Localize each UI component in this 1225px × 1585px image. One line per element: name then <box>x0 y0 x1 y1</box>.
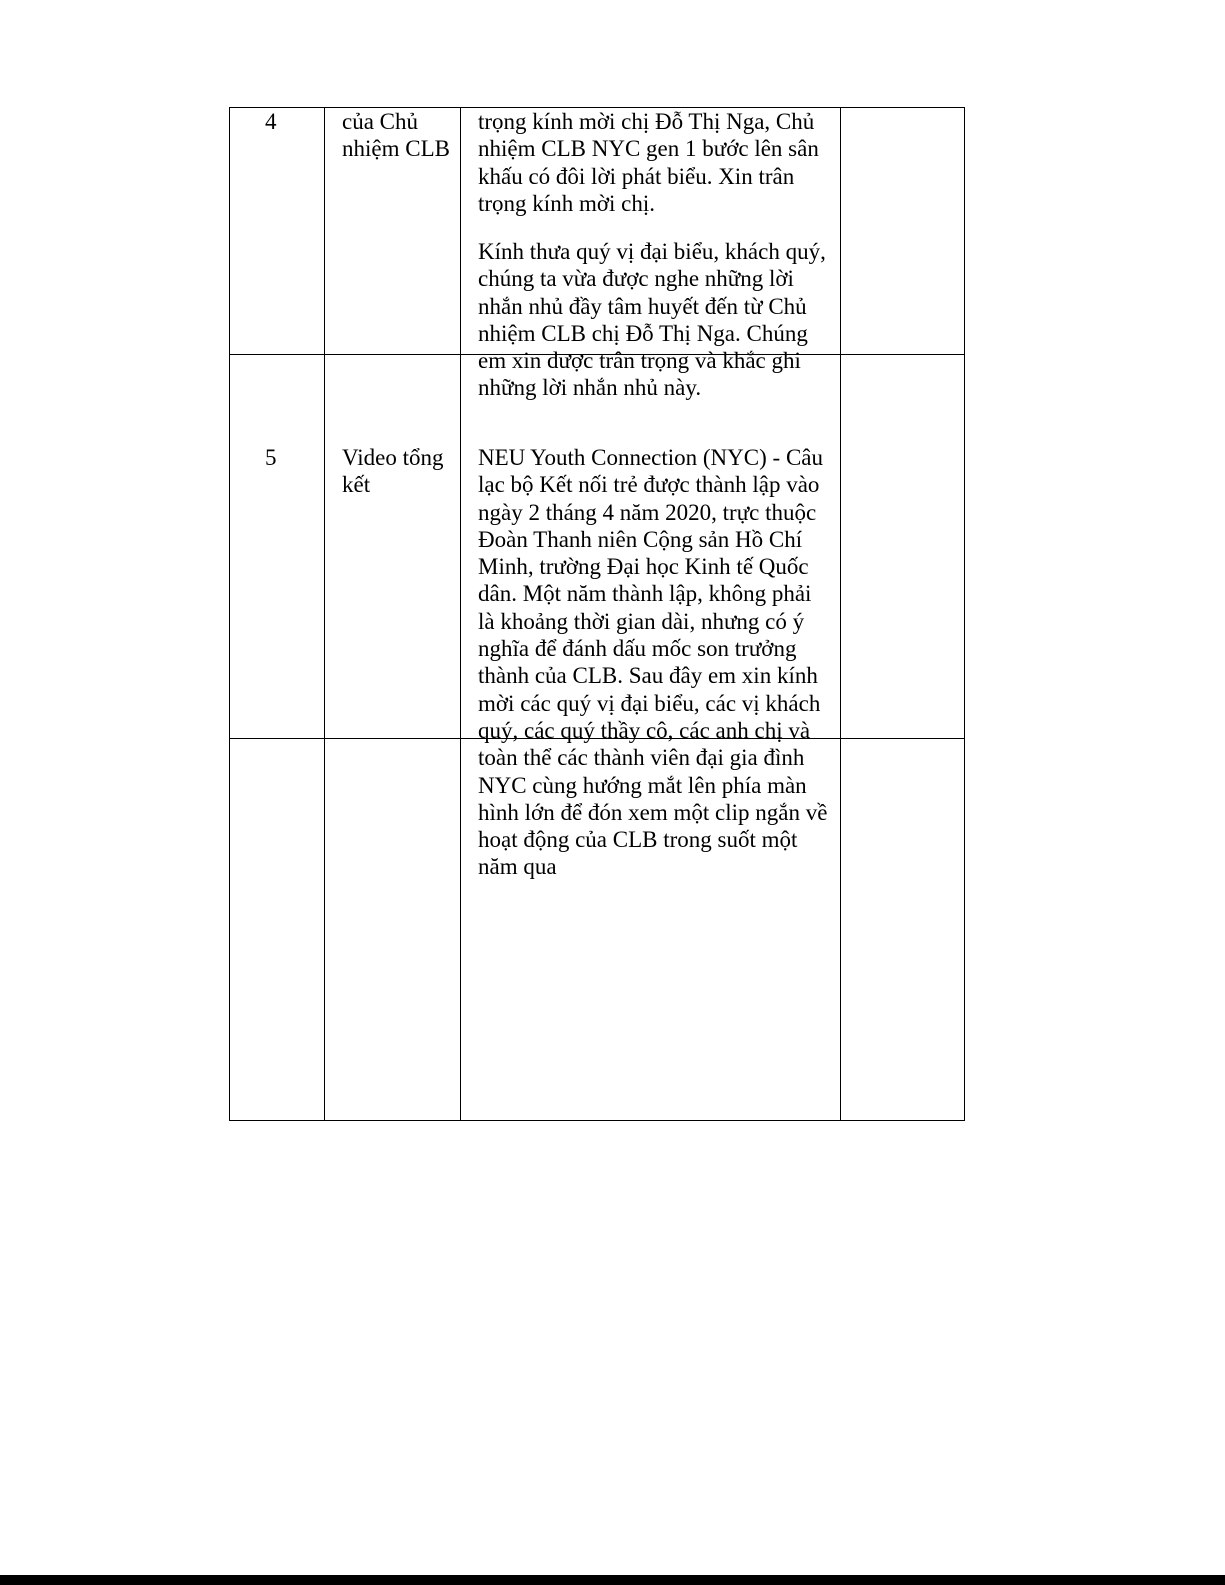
segment-cell <box>342 108 450 163</box>
paragraph-line: quý, các quý thầy cô, các anh chị và <box>478 717 811 743</box>
script-paragraph <box>478 108 819 217</box>
paragraph-line: nhiệm CLB NYC gen 1 bước lên sân <box>478 136 819 162</box>
paragraph-line: chúng ta vừa được nghe những lời <box>478 266 794 292</box>
paragraph-line: thành của CLB. Sau đây em xin kính <box>478 663 818 689</box>
script-paragraph <box>478 444 827 881</box>
paragraph-line: em xin được trân trọng và khắc ghi <box>478 348 801 374</box>
table-border-bottom <box>229 1120 965 1121</box>
paragraph-line: hình lớn để đón xem một clip ngắn về <box>478 799 828 825</box>
paragraph-line: trọng kính mời chị. <box>478 190 655 216</box>
script-paragraph <box>478 238 826 402</box>
paragraph-line: khấu có đôi lời phát biểu. Xin trân <box>478 163 795 189</box>
paragraph-line: NYC cùng hướng mắt lên phía màn <box>478 772 807 798</box>
segment-cell <box>342 444 443 499</box>
paragraph-line: là khoảng thời gian dài, nhưng có ý <box>478 608 805 634</box>
row-number-cell <box>265 108 277 135</box>
segment-line: nhiệm CLB <box>342 136 450 162</box>
paragraph-line: mời các quý vị đại biểu, các vị khách <box>478 690 821 716</box>
paragraph-line: năm qua <box>478 854 557 880</box>
paragraph-line: nghĩa để đánh dấu mốc son trưởng <box>478 636 797 662</box>
paragraph-line: Đoàn Thanh niên Cộng sản Hồ Chí <box>478 526 803 552</box>
paragraph-line: trọng kính mời chị Đỗ Thị Nga, Chủ <box>478 109 815 134</box>
paragraph-line: những lời nhắn nhủ này. <box>478 375 702 401</box>
paragraph-line: dân. Một năm thành lập, không phải <box>478 581 812 607</box>
paragraph-line: hoạt động của CLB trong suốt một <box>478 827 798 853</box>
paragraph-line: NEU Youth Connection (NYC) - Câu <box>478 445 823 470</box>
row-number-cell <box>265 444 277 471</box>
segment-line: của Chủ <box>342 109 419 134</box>
paragraph-line: nhiệm CLB chị Đỗ Thị Nga. Chúng <box>478 320 808 346</box>
row-number: 4 <box>265 109 277 134</box>
paragraph-line: nhắn nhủ đầy tâm huyết đến từ Chủ <box>478 293 807 319</box>
segment-line: Video tổng <box>342 445 444 470</box>
segment-line: kết <box>342 472 371 498</box>
table-column-divider <box>460 107 461 1121</box>
paragraph-line: Kính thưa quý vị đại biểu, khách quý, <box>478 239 826 264</box>
table-column-divider <box>840 107 841 1121</box>
paragraph-line: Minh, trường Đại học Kinh tế Quốc <box>478 554 809 580</box>
table-border-right <box>964 107 965 1121</box>
table-column-divider <box>324 107 325 1121</box>
page-bottom-edge <box>0 1575 1225 1585</box>
table-border-left <box>229 107 230 1121</box>
paragraph-line: ngày 2 tháng 4 năm 2020, trực thuộc <box>478 499 817 525</box>
paragraph-line: toàn thể các thành viên đại gia đình <box>478 745 805 771</box>
row-number: 5 <box>265 445 277 470</box>
paragraph-line: lạc bộ Kết nối trẻ được thành lập vào <box>478 472 820 498</box>
